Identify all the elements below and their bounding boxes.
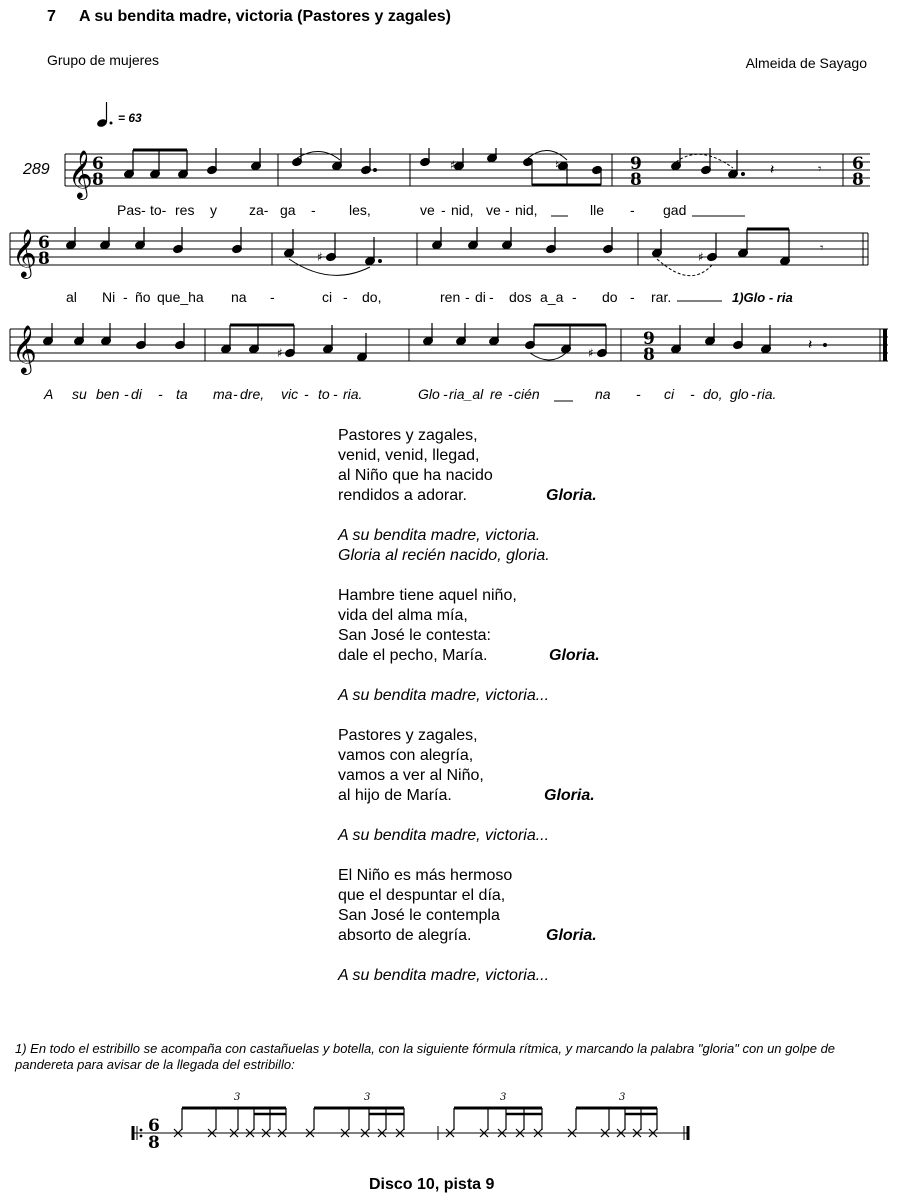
gloria-label: Gloria.	[546, 487, 597, 504]
svg-text:6: 6	[92, 154, 104, 174]
svg-text:♮: ♮	[555, 158, 560, 172]
stanza-1: Pastores y zagales, venid, venid, llegad, al Niño que ha nacido rendidos a adorar. Gloria.	[338, 427, 597, 504]
lyrics-line-2: al Ni - ño que_ha na - ci - do, ren - di - dos a_a - do - rar. 1)Glo - ria	[66, 289, 793, 305]
stanza-8: A su bendita madre, victoria...	[338, 967, 550, 984]
svg-text:𝄞: 𝄞	[12, 228, 37, 277]
svg-text:𝄾: 𝄾	[818, 162, 822, 177]
dotted-quarter-note-icon	[96, 101, 118, 129]
stanza-4: A su bendita madre, victoria...	[338, 687, 550, 704]
stanza-5: Pastores y zagales, vamos con alegría, vamos a ver al Niño, al hijo de María. Gloria.	[338, 727, 595, 804]
rhythm-formula	[0, 1088, 900, 1158]
disc-track-label: Disco 10, pista 9	[369, 1176, 495, 1193]
svg-text:3: 3	[234, 1092, 241, 1103]
svg-text:𝄽: 𝄽	[808, 337, 813, 353]
ensemble-label: Grupo de mujeres	[47, 52, 160, 68]
svg-text:𝄞: 𝄞	[68, 149, 93, 198]
gloria-label: Gloria.	[549, 647, 600, 664]
svg-text:♯: ♯	[698, 250, 704, 264]
svg-text:8: 8	[148, 1133, 160, 1153]
svg-text:8: 8	[852, 170, 864, 190]
svg-text:9: 9	[643, 329, 655, 349]
staff-line-1	[0, 148, 900, 208]
svg-text:3: 3	[364, 1092, 371, 1103]
song-title	[47, 8, 451, 26]
footnote: 1) En todo el estribillo se acompaña con castañuelas y botella, con la siguiente fórmula rítmica, y marcando la palabra "gloria" con un golpe de pandereta para avisar de la llegada del estribillo:	[15, 1041, 836, 1072]
svg-text:3: 3	[619, 1092, 626, 1103]
gloria-cue: 1)Glo - ria	[732, 290, 793, 305]
stanza-7: El Niño es más hermoso que el despuntar el día, San José le contempla absorto de alegría. Gloria.	[338, 867, 597, 944]
svg-text:♯: ♯	[588, 346, 594, 360]
svg-text:8: 8	[643, 345, 655, 365]
svg-text:6: 6	[38, 233, 50, 253]
lyrics-line-3: A su ben - di - ta ma - dre, vic - to - ria. Glo - ria_al re - cién na - ci - do, glo - ria.	[44, 386, 777, 402]
svg-text:3: 3	[500, 1092, 507, 1103]
stanza-2: A su bendita madre, victoria. Gloria al recién nacido, gloria.	[338, 527, 550, 564]
svg-text:8: 8	[630, 170, 642, 190]
staff-line-2	[0, 227, 900, 287]
lyric-extenders-1	[0, 214, 900, 218]
svg-text:8: 8	[38, 249, 50, 269]
measure-number: 289	[23, 161, 50, 178]
svg-text:♯: ♯	[450, 158, 456, 172]
tempo-marking: = 63	[118, 111, 142, 125]
svg-text:𝄽: 𝄽	[770, 162, 775, 178]
svg-text:8: 8	[92, 170, 104, 190]
svg-text:9: 9	[630, 154, 642, 174]
stanza-6: A su bendita madre, victoria...	[338, 827, 550, 844]
author-label: Almeida de Sayago	[745, 55, 867, 71]
gloria-label: Gloria.	[546, 927, 597, 944]
song-title-text: A su bendita madre, victoria (Pastores y zagales)	[79, 8, 451, 25]
staff-line-3	[0, 323, 900, 383]
svg-text:6: 6	[852, 154, 864, 174]
song-number: 7	[47, 8, 56, 25]
svg-text:6: 6	[148, 1116, 160, 1136]
verse-text	[338, 426, 600, 1006]
svg-text:𝄞: 𝄞	[12, 324, 37, 373]
lyric-extenders-2	[0, 299, 900, 303]
stanza-3: Hambre tiene aquel niño, vida del alma mía, San José le contesta: dale el pecho, María. Gloria.	[338, 587, 600, 664]
svg-text:♯: ♯	[317, 250, 323, 264]
svg-text:♯: ♯	[277, 346, 283, 360]
lyrics-line-1: Pas- to- res y za- ga - les, ve - nid, ve - nid, lle - gad	[117, 202, 687, 218]
lyric-extenders-3	[0, 399, 900, 403]
gloria-label: Gloria.	[544, 787, 595, 804]
svg-text:𝄾: 𝄾	[820, 241, 824, 256]
